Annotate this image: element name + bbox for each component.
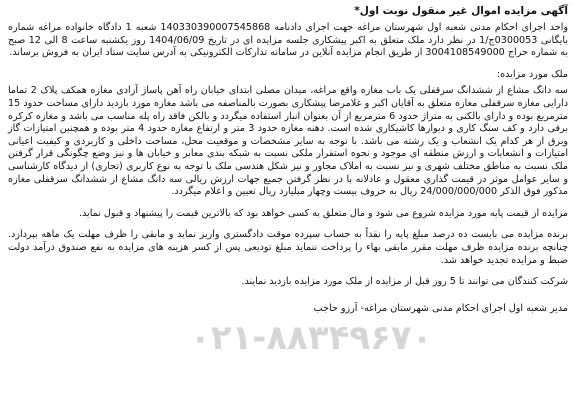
notice-title: آگهی مزایده اموال غیر منقول نوبت اول* [354,5,568,17]
payment-terms-paragraph: برنده مزایده می بایست ده درصد مبلغ پایه را نقداً به حساب سپرده موقت دادگستری واریز نماید و مابقی را ظرف مهلت یک ماهه بپردازد. چنانچه برنده مزایده ظرف مهلت مقرر مابقی بهاء را پرداخت ننماید مبلغ تودیعی پس از کسر هزینه های مزایده به نفع صندوق درآمد دولت ضبط و مزایده تجدید خواهد شد. [8,229,568,266]
property-description: سه دانگ مشاع از ششدانگ سرقفلی یک باب مغازه واقع مراغه، میدان مصلی ابتدای خیابان راه آهن پاساژ آزادی مغازه همکف پلاک 2 تماما دارایی مغازه سرقفلی مغازه متعلق به آقایان اکبر و غلامرضا پیشکاری بصورت بالمناصفه می باشد مغازه مورد بازدید دارای مساحت حدود 15 مترمربع بوده و دارای بالکنی به متراژ حدود 6 مترمربع از آن بعنوان انبار استفاده میگردد و بالکن فاقد راه پله مناسب می باشد و مغازه کرکره برقی دارد و کف سنگ کاری و دیوارها کاشیکاری شده است. دهنه مغازه حدود 3 متر و ارتفاع مغازه حدود 4 متر بوده و همچنین امتیازات گاز وبرق از هر کدام یک انشعاب و یک رشته می باشد. با توجه به سایر مشخصات و موقعیت محل، مساحت داخلی و کاربردی و کیفیت اعیانی امتیازات و انشعابات و ارزش منطقه ای موجود و نحوه استقرار ملکی نسبت به شبکه بندی معابر و خیابان ها و نیز وضع چگونگی قرار گرفتن ملک نسبت به مناطق مختلف شهری و نیز نسبت به املاک مجاور و نیز شکل هندسی ملک با توجه به نوع کاربری (تجاری) از دیدگاه کارشناسی و سایر عوامل موثر در قیمت گذاری معقول و عادلانه با در نظر گرفتن جمیع جهات ارزش ریالی سه دانگ مشاع از ششدانگ سرقفلی مغازه مذکور فوق الذکر 24/000/000/000 ریال به حروف بیست وچهار میلیارد ریال تعیین و اعلام میگردد. [8,85,568,198]
property-section-label: ملک مورد مزایده: [496,68,568,80]
intro-paragraph: واحد اجرای احکام مدنی شعبه اول شهرستان مراغه جهت اجرای دادنامه 140330390007545868 شعبه 1 دادگاه خانواده مراغه شماره بایگانی 0300053ج/1 در نظر دارد ملک متعلق به اکبر پیشکاری جلسه مزایده ای در تاریخ 1404/06/09 روز یکشنبه ساعت 8 الی 12 صبح به شماره حراج 3004108549000 از طریق انجام مزایده آنلاین در سامانه تدارکات الکترونیکی به آدرس سایت ستاد ایران به فروش برساند. [8,22,569,59]
signature-line: مدیر شعبه اول اجرای احکام مدنی شهرستان مراغه- آرزو حاجب [313,302,568,314]
phone-watermark: ۰۲۱-۸۸۳۴۹۶۷۰ [190,318,433,358]
visit-paragraph: شرکت کنندگان می توانند تا 5 روز قبل از مزایده از ملک مورد مزایده بازدید نمایند. [241,276,568,288]
base-price-paragraph: مزایده از قیمت پایه مورد مزایده شروع می شود و مال متعلق به کسی خواهد بود که بالاترین قیمت را پیشنهاد و قبول نماید. [78,207,568,219]
